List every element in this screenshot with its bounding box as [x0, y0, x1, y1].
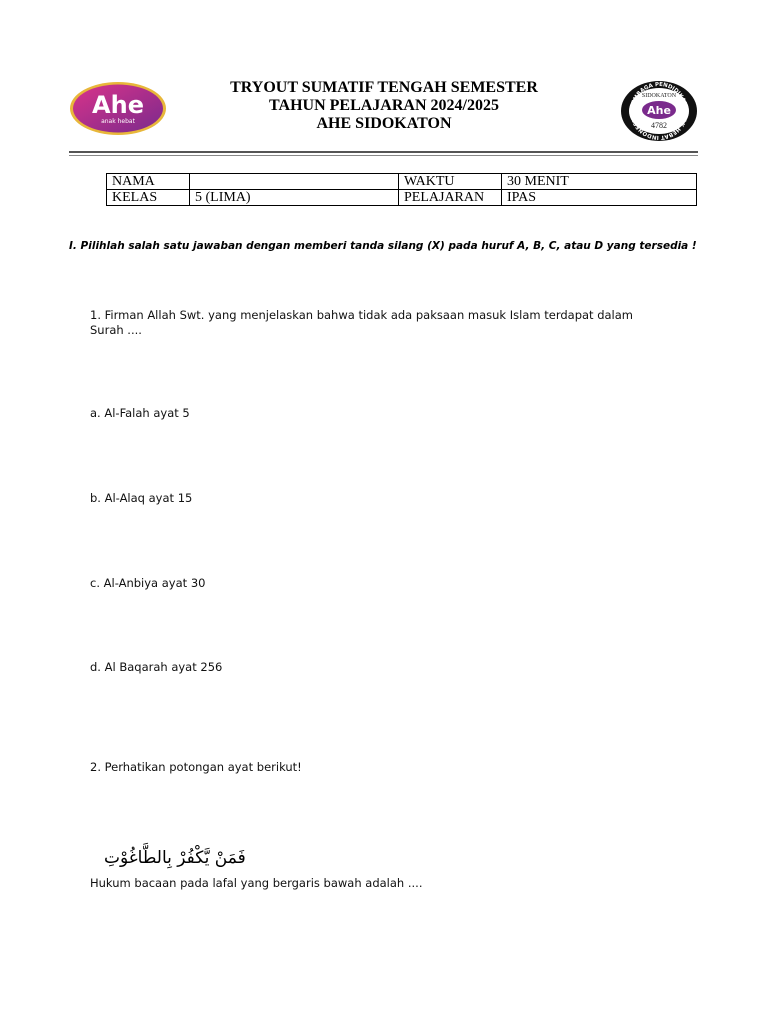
student-info-table: [106, 173, 697, 206]
document-title-line-1: TRYOUT SUMATIF TENGAH SEMESTER: [230, 79, 538, 96]
question-1-option-c[interactable]: c. Al-Anbiya ayat 30: [90, 576, 206, 590]
document-title-line-3: AHE SIDOKATON: [316, 115, 452, 132]
document-title-line-2: TAHUN PELAJARAN 2024/2025: [269, 97, 499, 114]
question-1-option-b[interactable]: b. Al-Alaq ayat 15: [90, 491, 193, 505]
school-seal: [619, 80, 699, 142]
question-1-option-d[interactable]: d. Al Baqarah ayat 256: [90, 660, 223, 674]
value-nama[interactable]: [190, 174, 399, 190]
label-waktu: WAKTU: [399, 174, 502, 190]
logo-tagline: anak hebat: [101, 118, 135, 125]
question-2-arabic-verse: فَمَنْ يَّكْفُرْ بِالطَّاغُوْتِ: [104, 848, 246, 868]
value-waktu: 30 MENIT: [502, 174, 697, 190]
instruction-text: I. Pilihlah salah satu jawaban dengan memberi tanda silang (X) pada huruf A, B, C, atau D yang tersedia !: [69, 240, 697, 252]
seal-top-text: SIDOKATON: [641, 93, 677, 99]
label-nama: NAMA: [107, 174, 190, 190]
question-2-text: 2. Perhatikan potongan ayat berikut!: [90, 760, 302, 774]
seal-center-text: Ahe: [647, 104, 671, 117]
value-pelajaran: IPAS: [502, 190, 697, 206]
header-divider-thin: [69, 155, 698, 156]
label-kelas: KELAS: [107, 190, 190, 206]
seal-number: 4782: [651, 121, 667, 130]
logo-text: Ahe: [92, 91, 144, 119]
header-divider: [69, 151, 698, 153]
table-row: [107, 174, 697, 190]
label-pelajaran: PELAJARAN: [399, 190, 502, 206]
value-kelas: 5 (LIMA): [190, 190, 399, 206]
table-row: [107, 190, 697, 206]
question-1-text: 1. Firman Allah Swt. yang menjelaskan bahwa tidak ada paksaan masuk Islam terdapat dalam Surah ....: [90, 308, 633, 337]
question-2-subtext: Hukum bacaan pada lafal yang bergaris bawah adalah ....: [90, 876, 423, 890]
question-1-option-a[interactable]: a. Al-Falah ayat 5: [90, 406, 190, 420]
seal-ring-text: LEMBAGA PENDIDIKAN ANAK HEBAT INDONESIA: [630, 81, 689, 141]
